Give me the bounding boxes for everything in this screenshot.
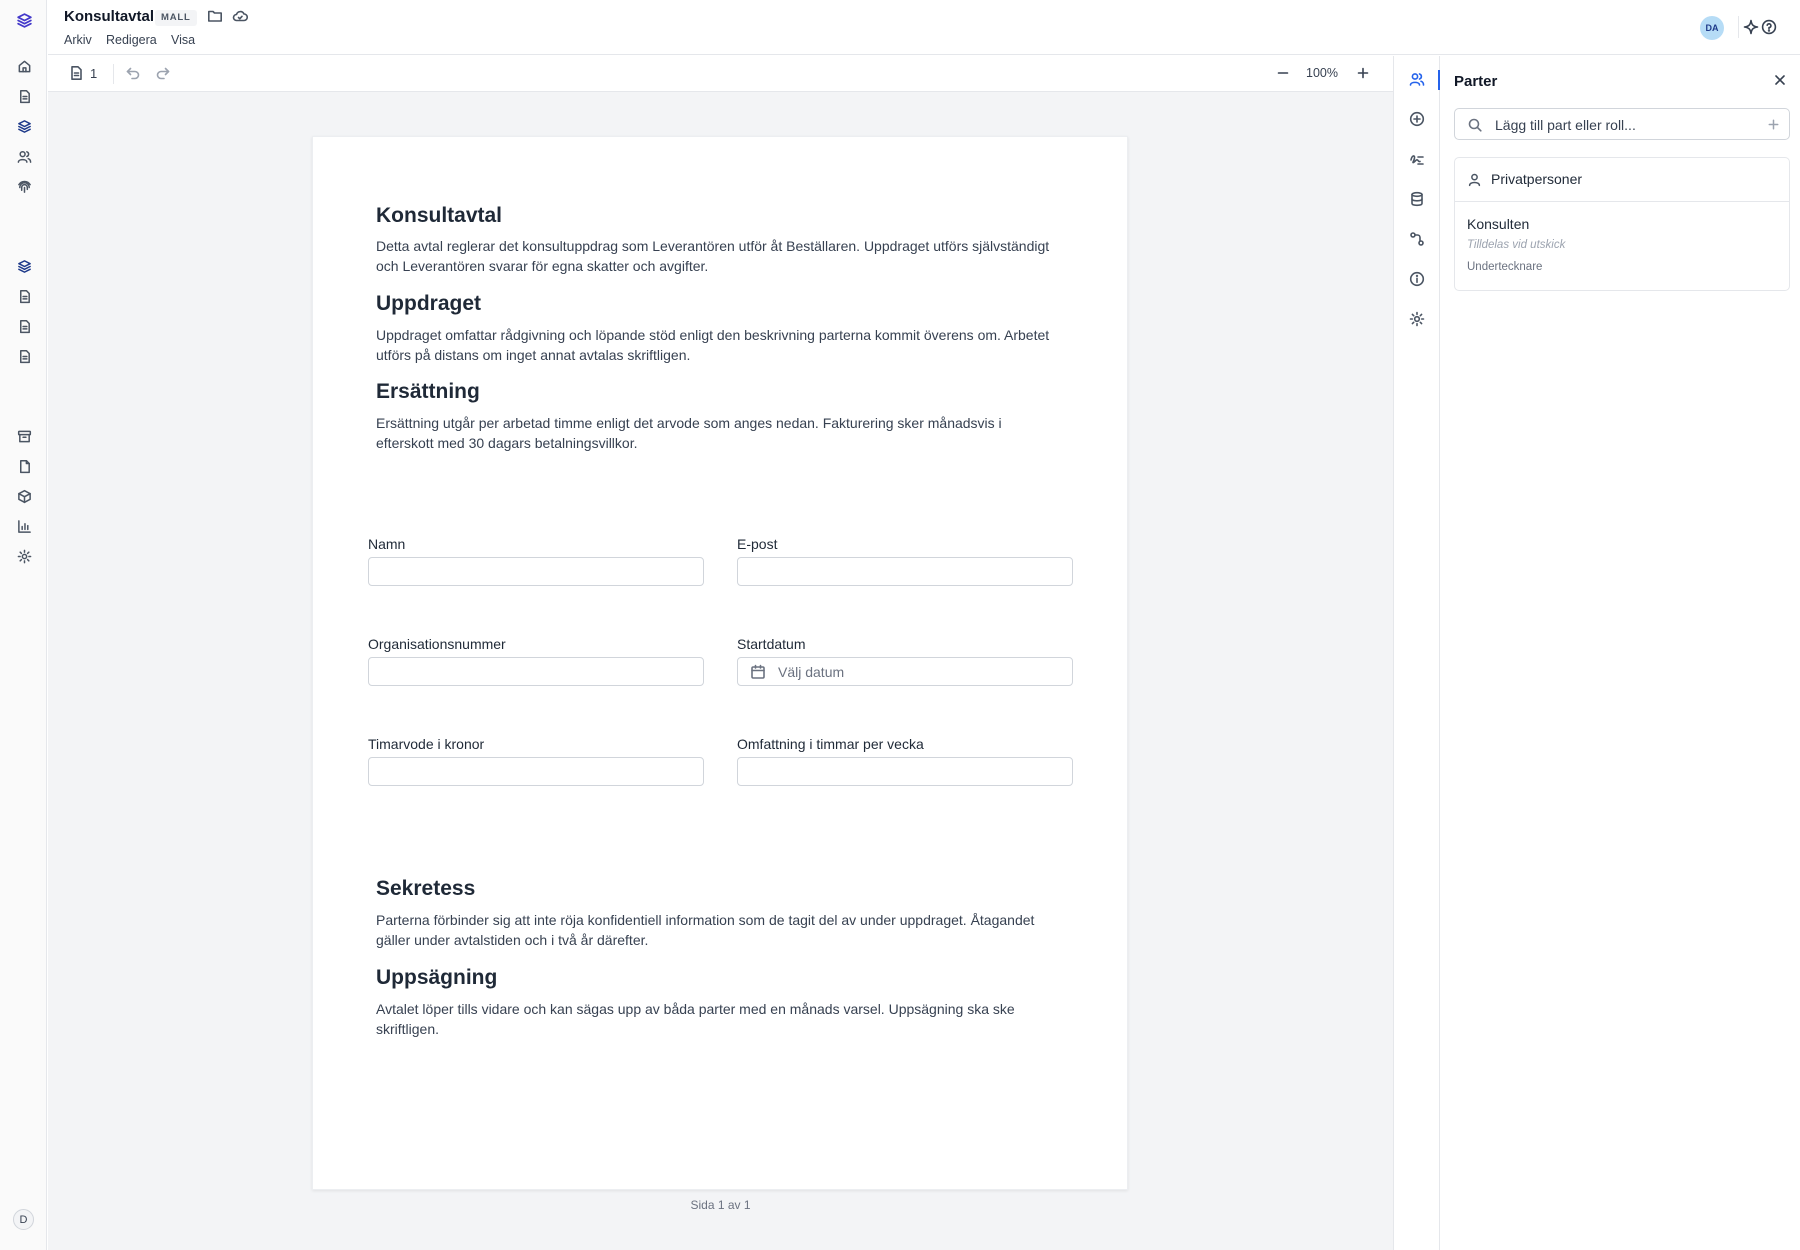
ai-sparkle-icon[interactable] <box>1743 19 1759 35</box>
database-icon[interactable] <box>1405 187 1429 211</box>
section-body[interactable]: Detta avtal reglerar det konsultuppdrag som Leverantören utför åt Beställaren. Uppdraget utförs självständigt och Leverantören svarar för egna skatter och avgifter. <box>376 238 1050 274</box>
hourly-rate-input[interactable] <box>368 757 704 786</box>
email-input[interactable] <box>737 557 1073 586</box>
menu-edit[interactable]: Redigera <box>106 33 157 47</box>
page-icon <box>68 65 84 81</box>
role-name[interactable]: Konsulten <box>1467 216 1530 232</box>
section-heading[interactable]: Uppdraget <box>376 292 481 315</box>
zoom-out-icon[interactable] <box>1275 65 1291 81</box>
menu-view[interactable]: Visa <box>171 33 196 47</box>
section-body[interactable]: Parterna förbinder sig att inte röja konfidentiell information som de tagit del av under uppdraget. Åtagandet gäller under avtalstiden och i två år därefter. <box>376 912 1035 948</box>
field-label-hourly-rate: Timarvode i kronor <box>368 736 485 752</box>
workflow-icon[interactable] <box>1405 227 1429 251</box>
section-heading[interactable]: Sekretess <box>376 877 476 900</box>
file-icon[interactable] <box>12 454 36 478</box>
role-assignment: Tilldelas vid utskick <box>1467 239 1566 251</box>
undo-icon[interactable] <box>125 65 141 81</box>
menu-file[interactable]: Arkiv <box>64 33 92 47</box>
parties-icon[interactable] <box>1405 67 1429 91</box>
zoom-level[interactable]: 100% <box>1306 66 1338 80</box>
add-circle-icon[interactable] <box>1405 107 1429 131</box>
package-icon[interactable] <box>12 484 36 508</box>
start-date-picker[interactable] <box>737 657 1073 686</box>
field-label-email: E-post <box>737 536 778 552</box>
search-icon <box>1467 117 1483 133</box>
document-canvas[interactable] <box>48 92 1393 1250</box>
field-label-hours-per-week: Omfattning i timmar per vecka <box>737 736 924 752</box>
document-icon[interactable] <box>12 84 36 108</box>
document-page[interactable] <box>312 136 1128 1190</box>
redo-icon[interactable] <box>155 65 171 81</box>
fingerprint-icon[interactable] <box>12 174 36 198</box>
section-body[interactable]: Avtalet löper tills vidare och kan sägas upp av båda parter med en månads varsel. Uppsägning ska ske skriftligen. <box>376 1001 1015 1037</box>
page-count: 1 <box>90 65 98 81</box>
app-logo-icon[interactable] <box>12 8 36 32</box>
document-icon[interactable] <box>12 284 36 308</box>
add-icon[interactable] <box>1766 117 1781 132</box>
cloud-sync-icon[interactable] <box>232 8 248 24</box>
party-search[interactable] <box>1454 108 1790 140</box>
name-input[interactable] <box>368 557 704 586</box>
hours-per-week-input[interactable] <box>737 757 1073 786</box>
archive-icon[interactable] <box>12 424 36 448</box>
document-toolbar <box>48 56 1393 92</box>
org-number-input[interactable] <box>368 657 704 686</box>
field-label-start-date: Startdatum <box>737 636 806 652</box>
chart-icon[interactable] <box>12 514 36 538</box>
parties-panel <box>1441 56 1800 1250</box>
start-date-placeholder: Välj datum <box>778 663 845 680</box>
info-icon[interactable] <box>1405 267 1429 291</box>
active-tool-indicator <box>1438 70 1440 90</box>
folder-icon[interactable] <box>207 8 223 24</box>
field-label-name: Namn <box>368 536 406 552</box>
template-badge: MALL <box>155 10 197 26</box>
document-icon[interactable] <box>12 314 36 338</box>
user-avatar[interactable]: DA <box>1700 16 1724 40</box>
section-body[interactable]: Uppdraget omfattar rådgivning och löpande stöd enligt den beskrivning parterna kommit överens om. Arbetet utförs på distans om inget annat avtalas skriftligen. <box>376 327 1050 363</box>
panel-title: Parter <box>1454 73 1498 90</box>
gear-icon[interactable] <box>12 544 36 568</box>
calendar-icon <box>750 664 766 680</box>
close-icon[interactable] <box>1772 72 1788 88</box>
field-label-org-number: Organisationsnummer <box>368 636 506 652</box>
page-indicator: Sida 1 av 1 <box>690 1198 751 1212</box>
gear-icon[interactable] <box>1405 307 1429 331</box>
help-icon[interactable] <box>1761 19 1777 35</box>
templates-icon[interactable] <box>12 254 36 278</box>
header-divider <box>1738 16 1739 38</box>
party-search-input[interactable] <box>1495 114 1745 136</box>
party-group-header[interactable] <box>1455 158 1789 202</box>
document-icon[interactable] <box>12 344 36 368</box>
app-header <box>48 0 1800 55</box>
section-heading[interactable]: Ersättning <box>376 380 480 403</box>
panel-tool-column <box>1393 56 1440 1250</box>
home-icon[interactable] <box>12 54 36 78</box>
role-type: Undertecknare <box>1467 261 1543 273</box>
party-group-card[interactable] <box>1454 157 1790 291</box>
toolbar-divider <box>113 64 114 84</box>
section-heading[interactable]: Konsultavtal <box>376 204 503 227</box>
signature-icon[interactable] <box>1405 147 1429 171</box>
page-count-button[interactable] <box>68 65 97 81</box>
templates-icon[interactable] <box>12 114 36 138</box>
zoom-in-icon[interactable] <box>1355 65 1371 81</box>
avatar[interactable]: D <box>13 1209 34 1230</box>
person-icon <box>1467 172 1482 187</box>
contacts-icon[interactable] <box>12 144 36 168</box>
section-heading[interactable]: Uppsägning <box>376 966 498 989</box>
app-rail <box>0 0 47 1250</box>
page-title[interactable]: Konsultavtal <box>64 8 155 25</box>
section-body[interactable]: Ersättning utgår per arbetad timme enligt det arvode som anges nedan. Fakturering sker månadsvis i efterskott med 30 dagars betalningsvillkor. <box>376 415 1002 451</box>
party-group-label: Privatpersoner <box>1491 171 1583 187</box>
